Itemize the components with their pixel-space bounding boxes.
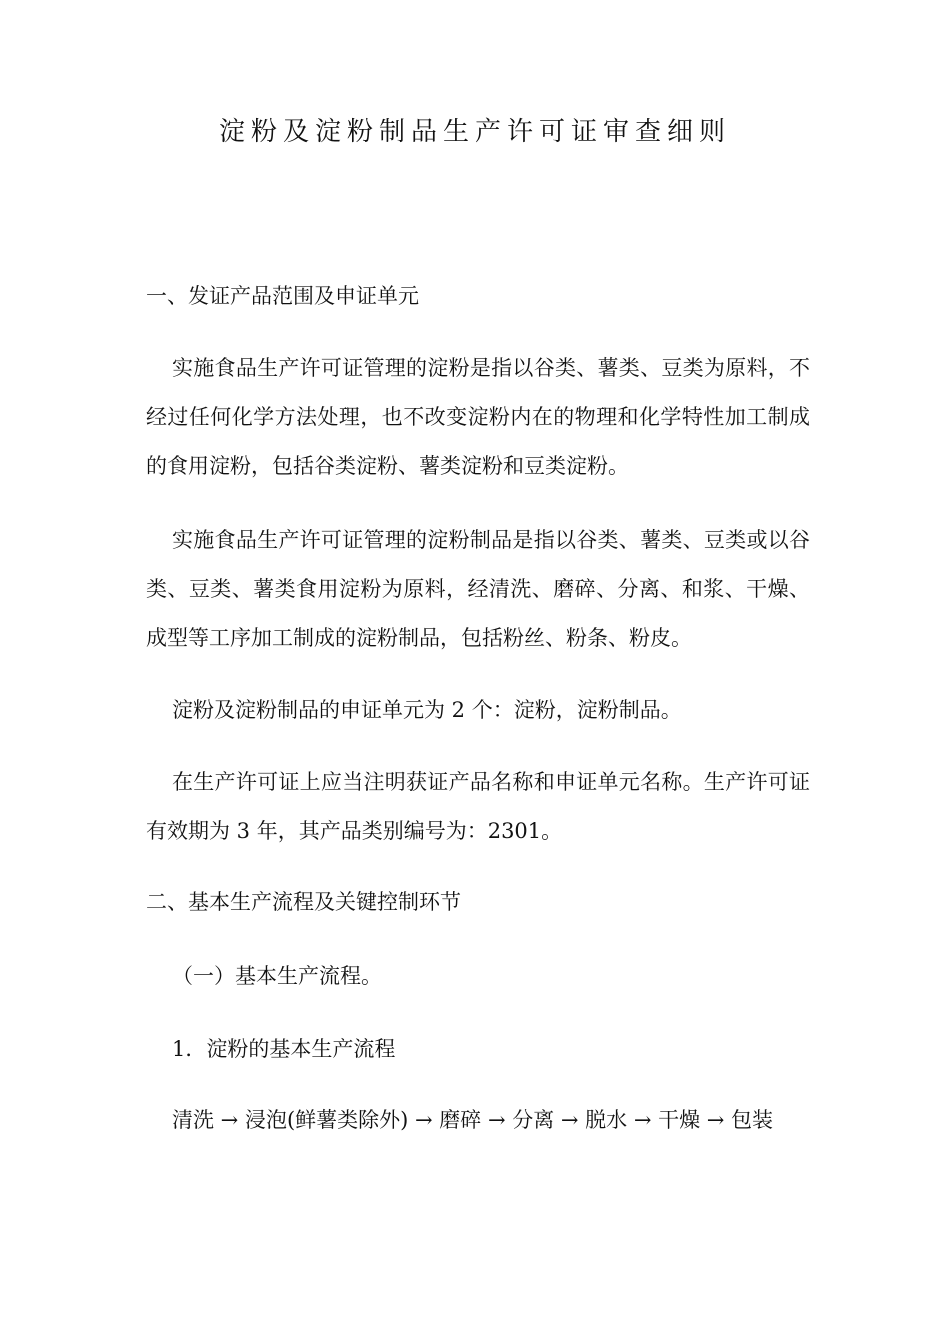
section-heading-1: 一、发证产品范围及申证单元 xyxy=(146,284,419,308)
section-heading-2: 二、基本生产流程及关键控制环节 xyxy=(146,890,461,914)
item-heading-starch-flow: 1．淀粉的基本生产流程 xyxy=(172,1037,396,1061)
paragraph-starch-definition: 实施食品生产许可证管理的淀粉是指以谷类、薯类、豆类为原料，不经过任何化学方法处理，也不改变淀粉内在的物理和化学特性加工制成的食用淀粉，包括谷类淀粉、薯类淀粉和豆类淀粉。 xyxy=(146,356,810,478)
paragraph-license-validity: 在生产许可证上应当注明获证产品名称和申证单元名称。生产许可证有效期为 3 年，其产品类别编号为：2301。 xyxy=(146,770,810,843)
paragraph-application-units: 淀粉及淀粉制品的申证单元为 2 个：淀粉，淀粉制品。 xyxy=(172,698,682,722)
document-title: 淀粉及淀粉制品生产许可证审查细则 xyxy=(218,117,731,147)
paragraph-starch-products-definition: 实施食品生产许可证管理的淀粉制品是指以谷类、薯类、豆类或以谷类、豆类、薯类食用淀粉为原料，经清洗、磨碎、分离、和浆、干燥、成型等工序加工制成的淀粉制品，包括粉丝、粉条、粉皮。 xyxy=(146,528,810,650)
process-flow-text: 清洗 → 浸泡(鲜薯类除外) → 磨碎 → 分离 → 脱水 → 干燥 → 包装 xyxy=(172,1108,774,1132)
subsection-heading: （一）基本生产流程。 xyxy=(172,964,382,988)
